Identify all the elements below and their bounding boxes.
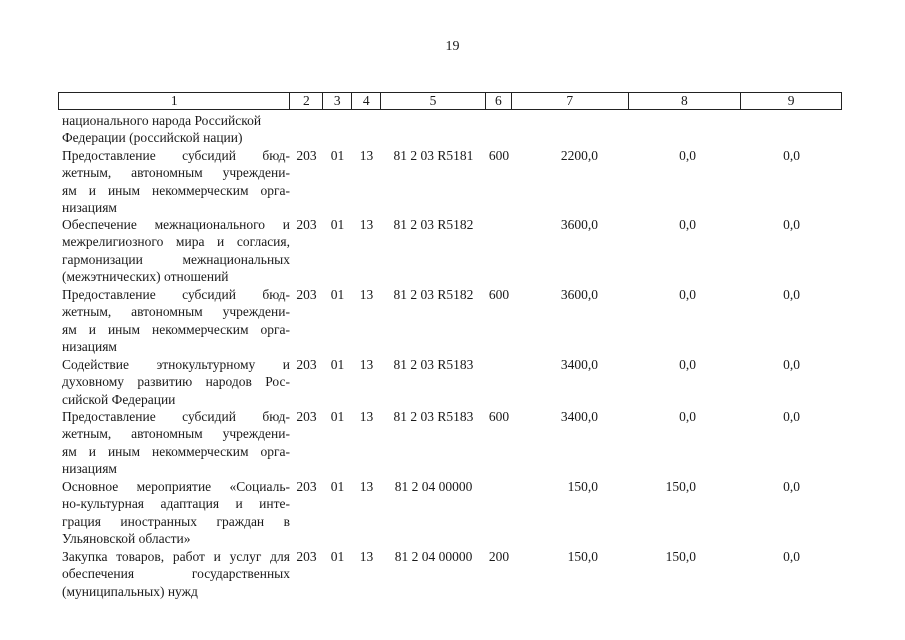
description-line: гармонизации межнациональных — [62, 251, 290, 267]
cell-col-5: 81 2 03 R5182 — [393, 217, 474, 232]
cell-col-3: 01 — [330, 148, 345, 163]
cell-col-6 — [486, 478, 512, 548]
description-line: грация иностранных граждан в — [62, 513, 290, 529]
row-description — [58, 478, 290, 548]
cell-col-9 — [742, 112, 842, 147]
cell-col-8: 150,0 — [665, 479, 696, 494]
description-line: ям и иным некоммерческим орга- — [62, 321, 290, 337]
header-col-8: 8 — [629, 93, 742, 109]
cell-col-4: 13 — [359, 357, 374, 372]
cell-col-7: 150,0 — [567, 479, 598, 494]
cell-col-2: 203 — [296, 409, 317, 424]
cell-col-9: 0,0 — [783, 287, 800, 302]
cell-col-3: 01 — [330, 479, 345, 494]
cell-col-8: 0,0 — [679, 217, 696, 232]
description-line: духовному развитию народов Рос- — [62, 374, 290, 390]
cell-col-8 — [629, 112, 742, 147]
cell-col-9: 0,0 — [783, 549, 800, 564]
cell-col-3 — [323, 112, 352, 147]
table-row — [58, 478, 842, 548]
cell-col-7: 3400,0 — [560, 409, 598, 424]
table-body — [58, 112, 842, 600]
table-row — [58, 112, 842, 147]
header-col-4: 4 — [352, 93, 381, 109]
cell-col-3: 01 — [330, 217, 345, 232]
header-col-5: 5 — [381, 93, 486, 109]
description-line: Ульяновской области» — [62, 530, 191, 546]
cell-col-7: 3400,0 — [560, 357, 598, 372]
description-line: жетным, автономным учреждени- — [62, 426, 290, 442]
description-line: обеспечения государственных — [62, 566, 290, 582]
cell-col-2: 203 — [296, 357, 317, 372]
table-row — [58, 286, 842, 356]
description-line: национального народа Российской — [62, 113, 262, 128]
description-line: Содействие этнокультурному и — [62, 357, 290, 372]
cell-col-8: 0,0 — [679, 357, 696, 372]
cell-col-8: 0,0 — [679, 148, 696, 163]
description-line: Федерации (российской нации) — [62, 130, 243, 146]
cell-col-2 — [290, 112, 323, 147]
cell-col-4: 13 — [359, 479, 374, 494]
cell-col-8: 150,0 — [665, 549, 696, 564]
description-line: Предоставление субсидий бюд- — [62, 148, 290, 163]
cell-col-6: 600 — [488, 409, 510, 424]
description-line: Основное мероприятие «Социаль- — [62, 479, 290, 494]
cell-col-6 — [486, 356, 512, 408]
row-description — [58, 548, 290, 600]
cell-col-3: 01 — [330, 409, 345, 424]
description-line: (межэтнических) отношений — [62, 268, 229, 284]
row-description — [58, 216, 290, 286]
page-number: 19 — [445, 39, 460, 54]
row-description — [58, 112, 290, 147]
cell-col-7: 2200,0 — [560, 148, 598, 163]
cell-col-9: 0,0 — [783, 409, 800, 424]
cell-col-2: 203 — [296, 148, 317, 163]
description-line: Обеспечение межнационального и — [62, 217, 290, 232]
description-line: межрелигиозного мира и согласия, — [62, 234, 290, 250]
cell-col-5: 81 2 04 00000 — [394, 479, 473, 494]
cell-col-7: 3600,0 — [560, 217, 598, 232]
cell-col-2: 203 — [296, 287, 317, 302]
cell-col-9: 0,0 — [783, 217, 800, 232]
table-header — [58, 92, 842, 110]
cell-col-2: 203 — [296, 479, 317, 494]
row-description — [58, 356, 290, 408]
description-line: жетным, автономным учреждени- — [62, 304, 290, 320]
cell-col-5: 81 2 03 R5181 — [393, 148, 474, 163]
cell-col-6 — [486, 216, 512, 286]
header-col-7: 7 — [512, 93, 629, 109]
cell-col-8: 0,0 — [679, 287, 696, 302]
description-line: жетным, автономным учреждени- — [62, 165, 290, 181]
cell-col-6: 200 — [488, 549, 510, 564]
cell-col-3: 01 — [330, 287, 345, 302]
header-col-1: 1 — [59, 93, 290, 109]
header-col-3: 3 — [323, 93, 352, 109]
cell-col-3: 01 — [330, 357, 345, 372]
cell-col-8: 0,0 — [679, 409, 696, 424]
cell-col-9: 0,0 — [783, 357, 800, 372]
description-line: (муниципальных) нужд — [62, 583, 198, 599]
cell-col-5: 81 2 03 R5183 — [393, 409, 474, 424]
cell-col-4: 13 — [359, 217, 374, 232]
cell-col-4: 13 — [359, 409, 374, 424]
cell-col-2: 203 — [296, 217, 317, 232]
cell-col-9: 0,0 — [783, 148, 800, 163]
description-line: но-культурная адаптация и инте- — [62, 496, 290, 512]
description-line: низациям — [62, 199, 117, 215]
row-description — [58, 408, 290, 478]
cell-col-2: 203 — [296, 549, 317, 564]
header-col-9: 9 — [787, 93, 795, 108]
description-line: низациям — [62, 338, 117, 354]
table-row — [58, 548, 842, 600]
table-row — [58, 408, 842, 478]
table-row — [58, 147, 842, 216]
cell-col-4: 13 — [359, 287, 374, 302]
cell-col-5 — [381, 112, 486, 147]
header-col-6: 6 — [486, 93, 512, 109]
description-line: сийской Федерации — [62, 391, 176, 407]
cell-col-5: 81 2 03 R5183 — [393, 357, 474, 372]
cell-col-6: 600 — [488, 287, 510, 302]
description-line: Предоставление субсидий бюд- — [62, 287, 290, 302]
table-row — [58, 356, 842, 408]
row-description — [58, 147, 290, 216]
description-line: Закупка товаров, работ и услуг для — [62, 549, 290, 564]
description-line: низациям — [62, 460, 117, 476]
cell-col-4: 13 — [359, 549, 374, 564]
cell-col-4 — [352, 112, 381, 147]
row-description — [58, 286, 290, 356]
cell-col-4: 13 — [359, 148, 374, 163]
cell-col-5: 81 2 03 R5182 — [393, 287, 474, 302]
cell-col-7: 3600,0 — [560, 287, 598, 302]
header-col-2: 2 — [290, 93, 323, 109]
description-line: ям и иным некоммерческим орга- — [62, 443, 290, 459]
cell-col-3: 01 — [330, 549, 345, 564]
cell-col-9: 0,0 — [783, 479, 800, 494]
cell-col-5: 81 2 04 00000 — [394, 549, 473, 564]
table-row — [58, 216, 842, 286]
cell-col-6 — [486, 112, 512, 147]
description-line: ям и иным некоммерческим орга- — [62, 182, 290, 198]
cell-col-7: 150,0 — [567, 549, 598, 564]
cell-col-6: 600 — [488, 148, 510, 163]
cell-col-7 — [512, 112, 629, 147]
description-line: Предоставление субсидий бюд- — [62, 409, 290, 424]
